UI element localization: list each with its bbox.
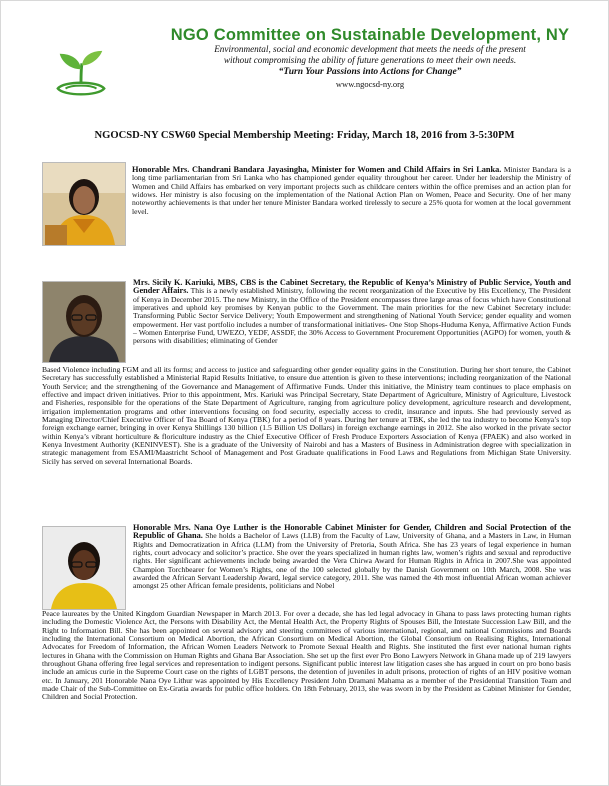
sprout-logo-icon [52,46,110,104]
tagline [135,44,605,66]
slogan: “Turn Your Passions into Actions for Change” [278,67,462,77]
speaker-2-text-top: This is a newly established Ministry, following the recent reorganization of the Executive by His Excellency, The President of Kenya in December 2015. The new Ministry, in the Office of the President encompasses three large areas of focus which have Constitutional imperatives and uphold key promises by Kenyan public to the Government. The main priorities for the new Cabinet Secretary include: Transforming Public Sector Service Delivery; Youth Empowerment and strengthening of National Youth Service; gender equality and women empowerment. Her vast portfolio includes a number of transformational initiatives- One Stop Shops-Huduma Kenya, Affirmative Action Funds – Women Enterprise Fund, UWEZO, YEDF, ASSDF, the 30% Access to Government Procurement Opportunities (AGPO) for women, youth & persons with disabilities; eliminating of Gender [133,286,571,346]
speaker-3-photo [42,526,126,610]
speaker-3-bio [133,524,571,591]
tagline-line-1: Environmental, social and economic development that meets the needs of the present [214,44,526,54]
header [40,26,590,96]
speaker-1-name: Honorable Mrs. Chandrani Bandara Jayasingha, Minister for Women and Child Affairs in Sri Lanka. [132,165,502,174]
tagline-line-2: without compromising the ability of future generations to meet their own needs. [223,55,517,65]
speaker-2-photo [42,281,126,363]
speaker-2-bio-continued [42,366,571,466]
speaker-3-text-bottom: Peace laureates by the United Kingdom Guardian Newspaper in March 2013. For over a decade, she has led legal advocacy in Ghana to pass laws protecting human rights including the Domestic Violence Act, the Persons with Disability Act, the Mental Health Act, the Property Rights of Spouses Bill, the Intestate Succession Law Bill, and the Right to Information Bill. She has been appointed on several advisory and steering committees of various international, regional, and national Commissions and Boards including the International Consortium on Medical Abortion, the African Consortium on Medical Abortion, the Global Consortium on Realising Rights, International Advocates for Freedom of Information, the African Women Leaders Network to Promote Sexual Health and Rights. She instituted the first ever national human rights lectures in Ghana with the Commission on Human Rights and Ghana Bar Association. She set up the first ever Pro Bono Lawyers Network in Ghana made up of 219 lawyers throughout Ghana offering free legal services and representation to indigent persons. Significant public interest law litigation cases she has argued in court on pro bono basis include an amicus curie in the Supreme Court case on the rights of LGBT persons, the detention of juveniles in adult prisons, protection of rights of an HIV positive woman etc. In January, 201 Honorable Nana Oye Lithur was appointed by His Excellency President John Dramani Mahama as a member of the Presidential Transition Team and made Chair of the Sub-Committee on Ex-Gratia awards for public office holders. On 18th February, 2013, she was sworn in by the President as Cabinet Minister for Gender, Children and Social Protection. [42,609,571,702]
speaker-2-bio [133,279,571,346]
website-link[interactable]: www.ngocsd-ny.org [335,79,405,89]
speaker-1-text: Minister Bandara is a long time parliamentarian from Sri Lanka who has championed gender equality throughout her career. Under her leadership the Ministry of Women and Child Affairs has embarked on very important projects such as childcare centers within the office premises and an action plan for widows. Her ministry is also focusing on the implementation of the National Action Plan on Women, Peace and Security. One of her many noteworthy achievements is that under her tenure Minister Bandara worked tirelessly to secure a 25% quota for women at the local government level. [132,165,571,216]
org-title: NGO Committee on Sustainable Development, NY [170,26,570,44]
speaker-3-name: Honorable Mrs. Nana Oye Luther is the Honorable Cabinet Minister for Gender, Children and Social Protection of the Republic of Ghana. [133,523,571,541]
speaker-1-bio [132,166,571,216]
speaker-2-text-bottom: Based Violence including FGM and all its forms; and access to justice and safeguarding other gender equality gains in the Constitution. During her short tenure, the Cabinet Secretary has successfully established a Ministerial Rapid Results Initiative, to ensure due attention is given to these interventions; including reorganization of the National Youth Service; and the strengthening of the Governance and Management of Affirmative Funds. Under this initiative, the Ministry team continues to place emphasis on effective and impact driven initiatives. Prior to this appointment, Mrs. Kariuki was Principal Secretary, State Department of Agriculture, Ministry of Agriculture, Livestock and Fisheries, responsible for the operations of the State Department of Agriculture, ranging from agriculture policy development, agriculture research and development, irrigation implementation programs and other interventions focusing on food security, especially access to credit, insurance and inputs. She had previously served as Managing Director/Chief Executive Officer of Tea Board of Kenya (TBK) for a period of 8 years. During her tenure at TBK, she led the tea industry to become Kenya’s top foreign exchange earner, bringing in over Kenya Shillings 130 billion (1.5 Billion US Dollars) in foreign exchange earnings in 2012. She also worked in the private sector within Kenya’s vibrant horticulture & floriculture industry as the Chief Executive Officer of Fresh Produce Exporters Association of Kenya (FPAEK) and also worked in Kenya Investment Authority (KENINVEST). She is a graduate of the University of Nairobi and has a Masters of Business in Administration degree with specialization in strategic management from ESAMI/Maastricht School of Management and Post Graduate qualifications in Food Laws and Regulations from Michigan State University. Sicily has served on several International Boards. [42,365,571,466]
meeting-title: NGOCSD-NY CSW60 Special Membership Meeting: Friday, March 18, 2016 from 3-5:30PM [94,130,515,141]
speaker-2-name: Mrs. Sicily K. Kariuki, MBS, CBS is the Cabinet Secretary, the Republic of Kenya’s Ministry of Public Service, Youth and Gender Affairs. [133,278,571,296]
speaker-1-photo [42,162,126,246]
speaker-3-text-top: She holds a Bachelor of Laws (LLB) from the Faculty of Law, University of Ghana, and a Masters in Law, in Human Rights and Democratization in Africa (LLM) from the University of Pretoria, South Africa. She has 23 years of legal experience in human rights, court advocacy and solicitor’s practice. She over the years specialized in human rights law, women’s rights and sexual and reproductive rights. Her significant achievements include being awarded the Vera Chirwa Award for Human Rights in Africa in 2007.She was appointed Champion Torchbearer for Women’s Rights, one of the 100 selected globally by the Danish Government on 10th March, 2008. She was awarded the African Servant Leadership Award, legal service category, 2011. She was named the 4th most influential African woman achiever amongst 25 other African female presidents, politicians and Nobel [133,531,571,591]
speaker-3-bio-continued [42,610,571,702]
